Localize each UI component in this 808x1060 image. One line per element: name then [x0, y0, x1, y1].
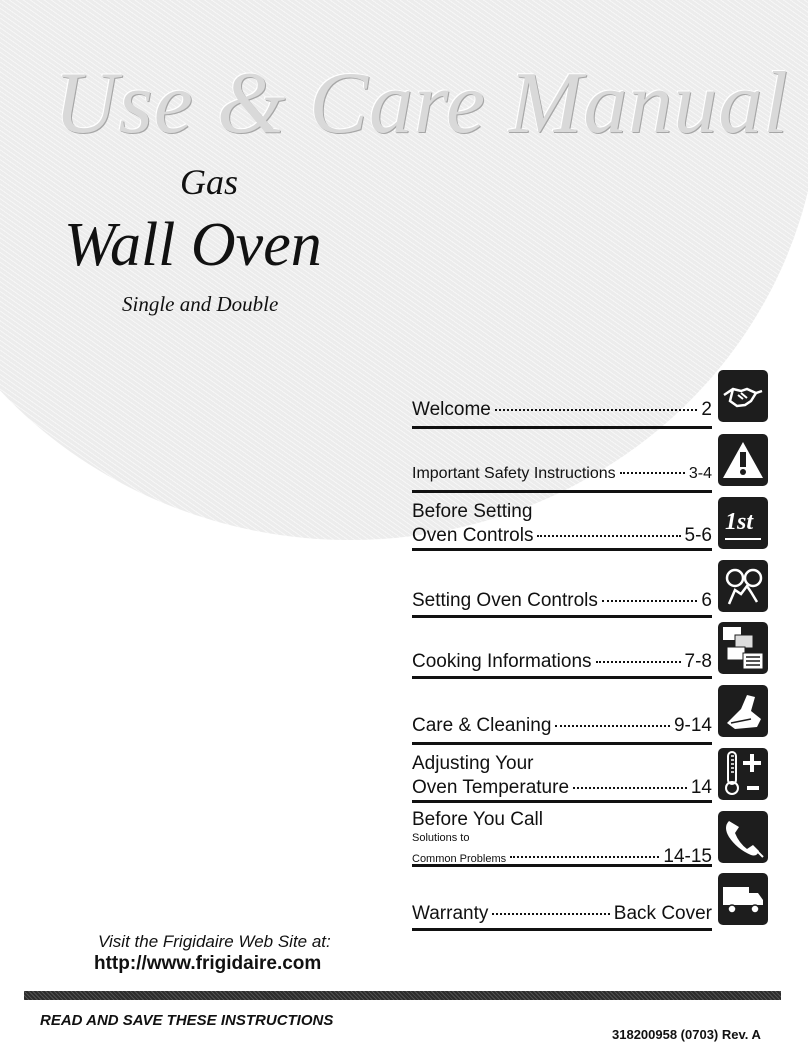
toc-heading: Before You Call: [412, 809, 543, 830]
toc-label: Warranty: [412, 903, 489, 924]
product-name: Wall Oven: [64, 211, 322, 279]
read-save-notice: READ AND SAVE THESE INSTRUCTIONS: [40, 1012, 334, 1029]
telephone-icon: [718, 811, 768, 863]
toc-item-warranty[interactable]: [412, 902, 712, 931]
website-intro: Visit the Frigidaire Web Site at:: [98, 932, 331, 951]
thermometer-plus-minus-icon: [718, 748, 768, 800]
leader-dots: [510, 856, 659, 858]
leader-dots: [602, 600, 698, 602]
part-number: 318200958 (0703) Rev. A: [612, 1027, 761, 1042]
toc-page: 2: [701, 399, 712, 420]
toc-item-safety[interactable]: [412, 462, 712, 493]
leader-dots: [555, 725, 670, 727]
toc-label: Oven Controls: [412, 525, 534, 546]
first-icon-text: 1st: [725, 509, 754, 535]
first-icon: [718, 497, 768, 549]
leader-dots: [492, 913, 609, 915]
leader-dots: [495, 409, 698, 411]
leader-dots: [573, 787, 687, 789]
service-truck-icon: [718, 873, 768, 925]
leader-dots: [537, 535, 680, 537]
toc-page: 7-8: [684, 651, 712, 672]
toc-label: Welcome: [412, 399, 491, 420]
toc-item-care-cleaning[interactable]: [412, 714, 712, 745]
toc-item-setting-controls[interactable]: [412, 589, 712, 618]
toc-label-line1: Before Setting: [412, 501, 533, 522]
toc-page: Back Cover: [613, 903, 712, 924]
toc-label-line1: Adjusting Your: [412, 753, 534, 774]
leader-dots: [620, 472, 685, 474]
toc-label: Setting Oven Controls: [412, 590, 598, 611]
footer-divider: [24, 991, 781, 1000]
toc-item-before-setting[interactable]: [412, 500, 712, 551]
handshake-icon: [718, 370, 768, 422]
toc-label: Important Safety Instructions: [412, 465, 616, 482]
product-variant: Single and Double: [122, 292, 279, 316]
documents-icon: [718, 622, 768, 674]
fuel-type: Gas: [180, 162, 239, 202]
manual-title: Use & Care Manual: [54, 55, 789, 152]
toc-page: 14-15: [663, 846, 712, 867]
toc-page: 5-6: [684, 525, 712, 546]
toc-item-before-you-call[interactable]: [412, 808, 712, 867]
warning-icon: [718, 434, 768, 486]
toc-page: 14: [690, 777, 712, 798]
toc-item-welcome[interactable]: [412, 398, 712, 429]
toc-sublabel: Solutions to: [412, 832, 470, 844]
toc-item-cooking[interactable]: [412, 650, 712, 679]
toc-page: 3-4: [688, 465, 712, 482]
toc-label: Cooking Informations: [412, 651, 592, 672]
toc-label: Oven Temperature: [412, 777, 570, 798]
toc-page: 6: [701, 590, 712, 611]
hand-dial-icon: [718, 560, 768, 612]
leader-dots: [596, 661, 681, 663]
toc-item-adjusting-temperature[interactable]: [412, 752, 712, 803]
website-link[interactable]: http://www.frigidaire.com: [94, 953, 322, 974]
toc-page: 9-14: [673, 715, 712, 736]
toc-label: Common Problems: [412, 853, 507, 865]
toc-label: Care & Cleaning: [412, 715, 552, 736]
cleaning-hand-icon: [718, 685, 768, 737]
